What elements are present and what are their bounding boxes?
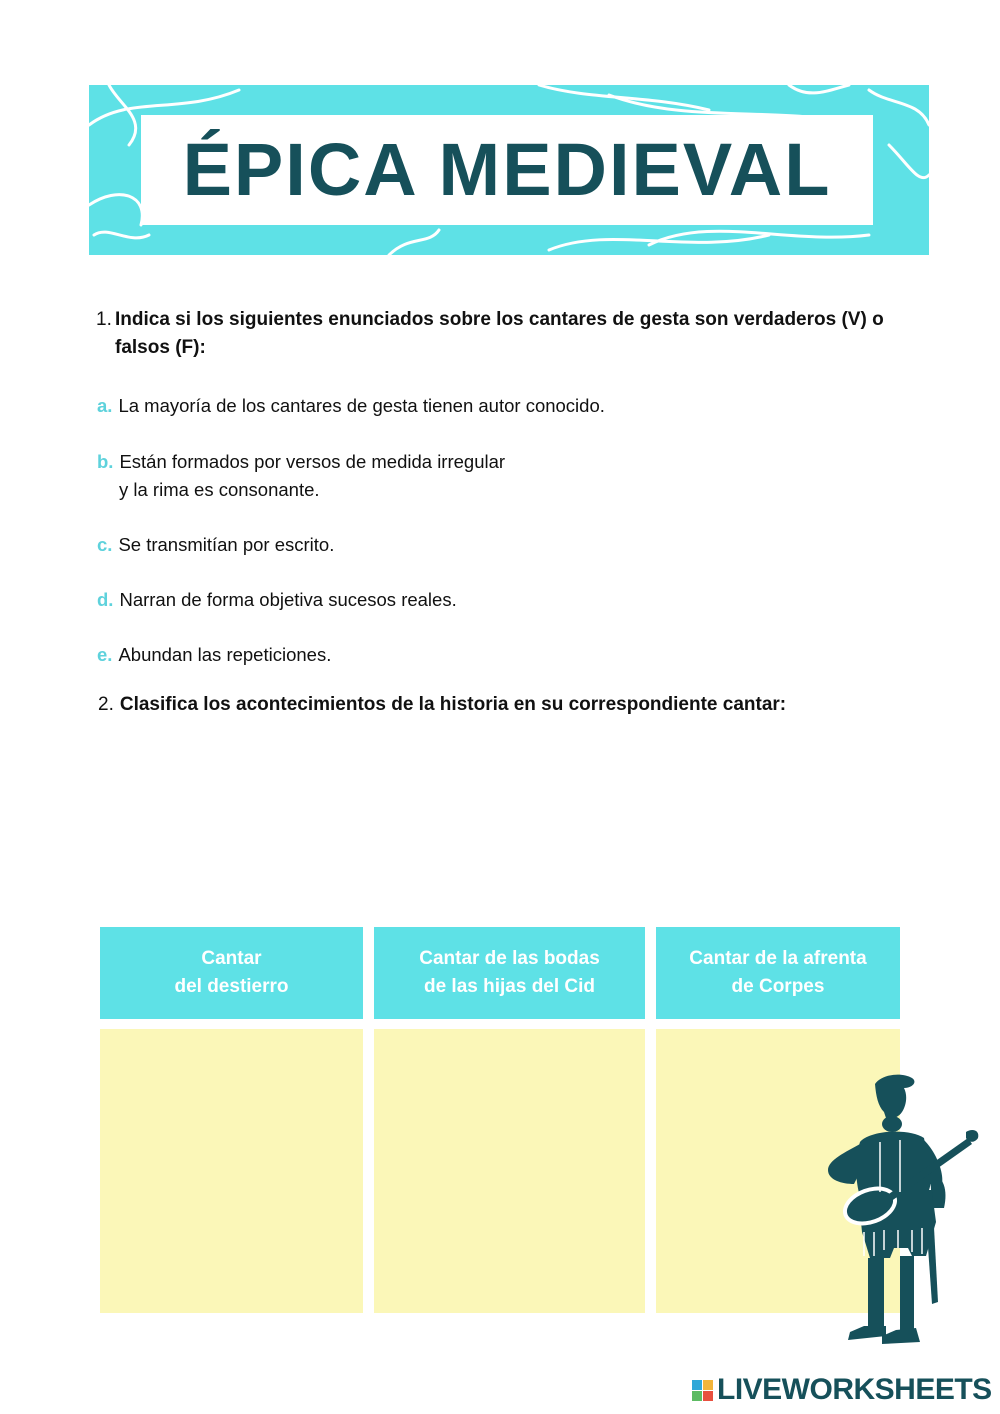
- page-title: ÉPICA MEDIEVAL: [182, 128, 832, 211]
- statement-text: La mayoría de los cantares de gesta tienen autor conocido.: [118, 395, 605, 416]
- column-header-afrenta: [656, 927, 900, 1019]
- column-header-bodas: [374, 927, 645, 1019]
- question-2-number: 2.: [98, 694, 114, 715]
- column-heading: Cantar de la afrenta de Corpes: [689, 948, 867, 997]
- statement-text: Abundan las repeticiones.: [118, 644, 332, 665]
- statement-c: [97, 531, 334, 559]
- minstrel-with-lute-icon: [820, 1072, 985, 1387]
- column-heading: Cantar del destierro: [174, 948, 289, 997]
- statement-text: Están formados por versos de medida irregular: [119, 451, 506, 472]
- logo-tile: [692, 1380, 702, 1390]
- statement-text: Se transmitían por escrito.: [118, 534, 335, 555]
- logo-tile: [703, 1391, 713, 1401]
- column-heading: Cantar de las bodas de las hijas del Cid: [419, 948, 600, 997]
- question-2: [98, 691, 786, 719]
- liveworksheets-logo: [692, 1373, 992, 1407]
- question-2-text: Clasifica los acontecimientos de la historia en su correspondiente cantar:: [119, 694, 787, 715]
- statement-b: [97, 448, 505, 504]
- statement-e: [97, 641, 331, 669]
- statement-text: Narran de forma objetiva sucesos reales.: [119, 589, 457, 610]
- statement-letter: a.: [97, 395, 113, 416]
- statement-letter: d.: [97, 589, 114, 610]
- logo-mark-icon: [692, 1380, 713, 1401]
- statement-a: [97, 392, 605, 420]
- drop-zone-destierro[interactable]: [100, 1029, 363, 1313]
- statement-d: [97, 586, 457, 614]
- statement-text-line-2: y la rima es consonante.: [119, 479, 320, 500]
- column-header-destierro: [100, 927, 363, 1019]
- title-banner: [89, 85, 929, 255]
- question-1-text: Indica si los siguientes enunciados sobre los cantares de gesta son verdaderos (V) o falsos (F):: [115, 309, 884, 358]
- statement-letter: b.: [97, 451, 114, 472]
- question-1-number: 1.: [96, 309, 112, 330]
- logo-brand-text: LIVEWORKSHEETS: [717, 1373, 992, 1406]
- statement-letter: c.: [97, 534, 113, 555]
- drop-zone-bodas[interactable]: [374, 1029, 645, 1313]
- logo-tile: [692, 1391, 702, 1401]
- statement-letter: e.: [97, 644, 113, 665]
- question-1: [96, 306, 926, 362]
- logo-tile: [703, 1380, 713, 1390]
- title-box: [141, 115, 873, 225]
